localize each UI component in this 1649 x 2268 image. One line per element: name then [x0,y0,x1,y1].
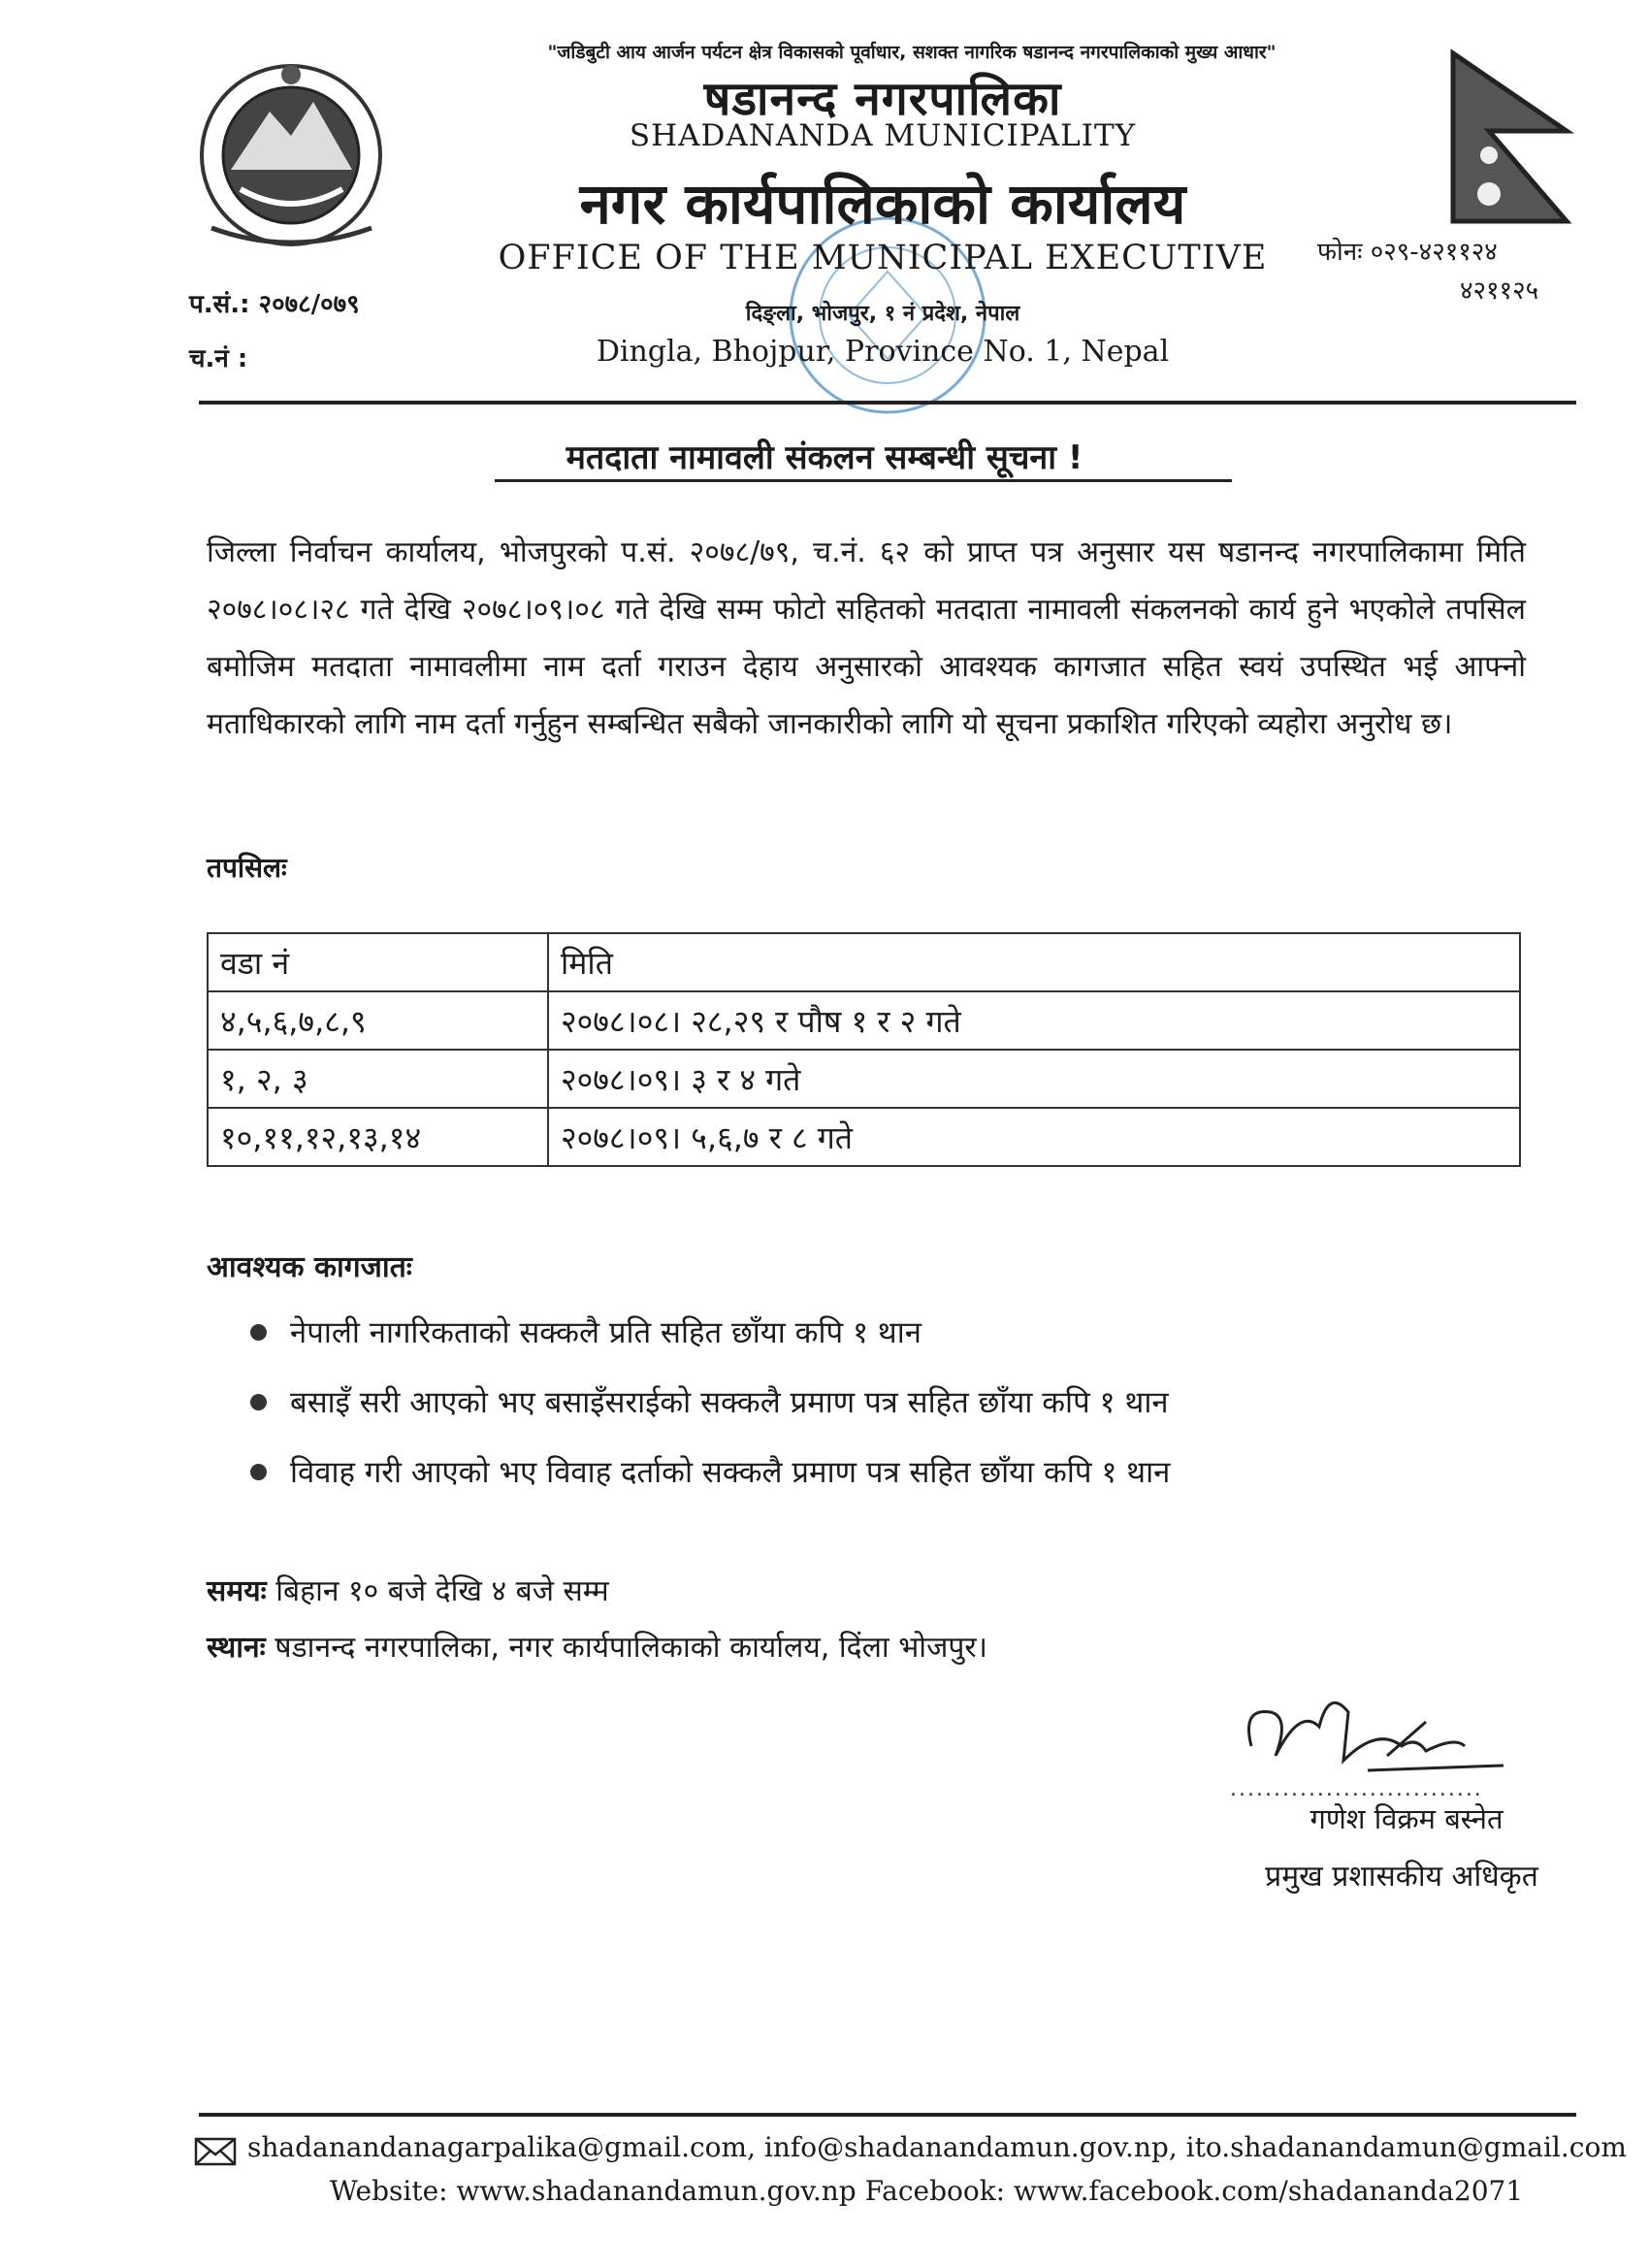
list-item [250,1451,1170,1521]
footer-emails: shadanandanagarpalika@gmail.com, info@shadanandamun.gov.np, ito.shadanandamun@gmail.com [247,2131,1627,2163]
document-item-text: बसाइँ सरी आएको भए बसाइँसराईको सक्कलै प्रमाण पत्र सहित छाँया कपि १ थान [290,1385,1169,1420]
ward-cell: ४,५,६,७,८,९ [208,991,548,1050]
date-cell: २०७८।०९। ५,६,७ र ८ गते [548,1108,1520,1166]
municipality-name-en: SHADANANDA MUNICIPALITY [629,118,1137,153]
signer-name: गणेश विक्रम बस्नेत [1310,1802,1504,1835]
schedule-heading: तपसिलः [207,852,287,884]
table-header-date: मिति [548,933,1520,991]
table-header-ward: वडा नं [208,933,548,991]
place-label: स्थानः [207,1631,266,1665]
footer-website: Website: www.shadanandamun.gov.np Facebook: www.facebook.com/shadananda2071 [330,2175,1524,2207]
date-cell: २०७८।०८। २८,२९ र पौष १ र २ गते [548,991,1520,1050]
signature-line: ............................. [1230,1777,1483,1801]
notice-title: मतदाता नामावली संकलन सम्बन्धी सूचना ! [566,438,1083,477]
signer-title: प्रमुख प्रशासकीय अधिकृत [1265,1860,1538,1894]
bullet-icon [250,1464,267,1480]
phone-number-2: ४२११२५ [1460,276,1539,306]
title-underline [495,479,1232,482]
notice-body: जिल्ला निर्वाचन कार्यालय, भोजपुरको प.सं. २०७८/७९, च.नं. ६२ को प्राप्त पत्र अनुसार यस षडानन्द नगरपालिकामा मिति २०७८।०८।२८ गते देखि २०७८।०९।०८ गते देखि सम्म फोटो सहितको मतदाता नामावली संकलनको कार्य हुने भएकोले तपसिल बमोजिम मतदाता नामावलीमा नाम दर्ता गराउन देहाय अनुसारको आवश्यक कागजात सहित स्वयं उपस्थित भई आफ्नो मताधिकारको लागि नाम दर्ता गर्नुहुन सम्बन्धित सबैको जानकारीको लागि यो सूचना प्रकाशित गरिएको व्यहोरा अनुरोध छ। [207,535,1526,741]
reference-number: प.सं.: २०७८/०७९ [189,290,360,319]
office-name-np: नगर कार्यपालिकाको कार्यालय [579,171,1186,237]
place-line [207,1626,987,1666]
phone-number: फोनः ०२९-४२११२४ [1317,238,1498,267]
slogan: "जडिबुटी आय आर्जन पर्यटन क्षेत्र विकासको पूर्वाधार, सशक्त नागरिक षडानन्द नगरपालिकाको मुख्य आधार" [547,42,1277,63]
list-item [250,1381,1170,1451]
ward-cell: १०,११,१२,१३,१४ [208,1108,548,1166]
address-en: Dingla, Bhojpur, Province No. 1, Nepal [596,335,1170,369]
list-item [250,1312,1170,1381]
table-row [208,1050,1520,1108]
address-np: दिङ्ला, भोजपुर, १ नं प्रदेश, नेपाल [745,302,1020,326]
schedule-table [207,932,1521,1167]
document-item-text: नेपाली नागरिकताको सक्कलै प्रति सहित छाँया कपि १ थान [290,1315,922,1350]
nepal-emblem-icon [182,53,401,252]
time-label: समयः [207,1574,267,1608]
nepal-flag-icon [1445,49,1576,228]
mail-icon [194,2137,237,2166]
header-divider [199,401,1576,405]
municipality-name-np: षडानन्द नगरपालिका [703,72,1062,126]
table-row [208,1108,1520,1166]
documents-list [250,1312,1170,1521]
ward-cell: १, २, ३ [208,1050,548,1108]
dispatch-number: च.नं : [189,344,248,373]
time-value: बिहान १० बजे देखि ४ बजे सम्म [275,1574,609,1608]
handwritten-signature-icon [1232,1669,1600,1795]
footer-divider [199,2113,1576,2117]
documents-heading: आवश्यक कागजातः [207,1250,412,1284]
time-line [207,1570,609,1609]
table-row [208,991,1520,1050]
bullet-icon [250,1394,267,1410]
office-name-en: OFFICE OF THE MUNICIPAL EXECUTIVE [498,239,1268,277]
bullet-icon [250,1324,267,1341]
date-cell: २०७८।०९। ३ र ४ गते [548,1050,1520,1108]
place-value: षडानन्द नगरपालिका, नगर कार्यपालिकाको कार्यालय, दिंला भोजपुर। [275,1631,988,1665]
document-item-text: विवाह गरी आएको भए विवाह दर्ताको सक्कलै प्रमाण पत्र सहित छाँया कपि १ थान [290,1455,1171,1490]
table-header-row [208,933,1520,991]
